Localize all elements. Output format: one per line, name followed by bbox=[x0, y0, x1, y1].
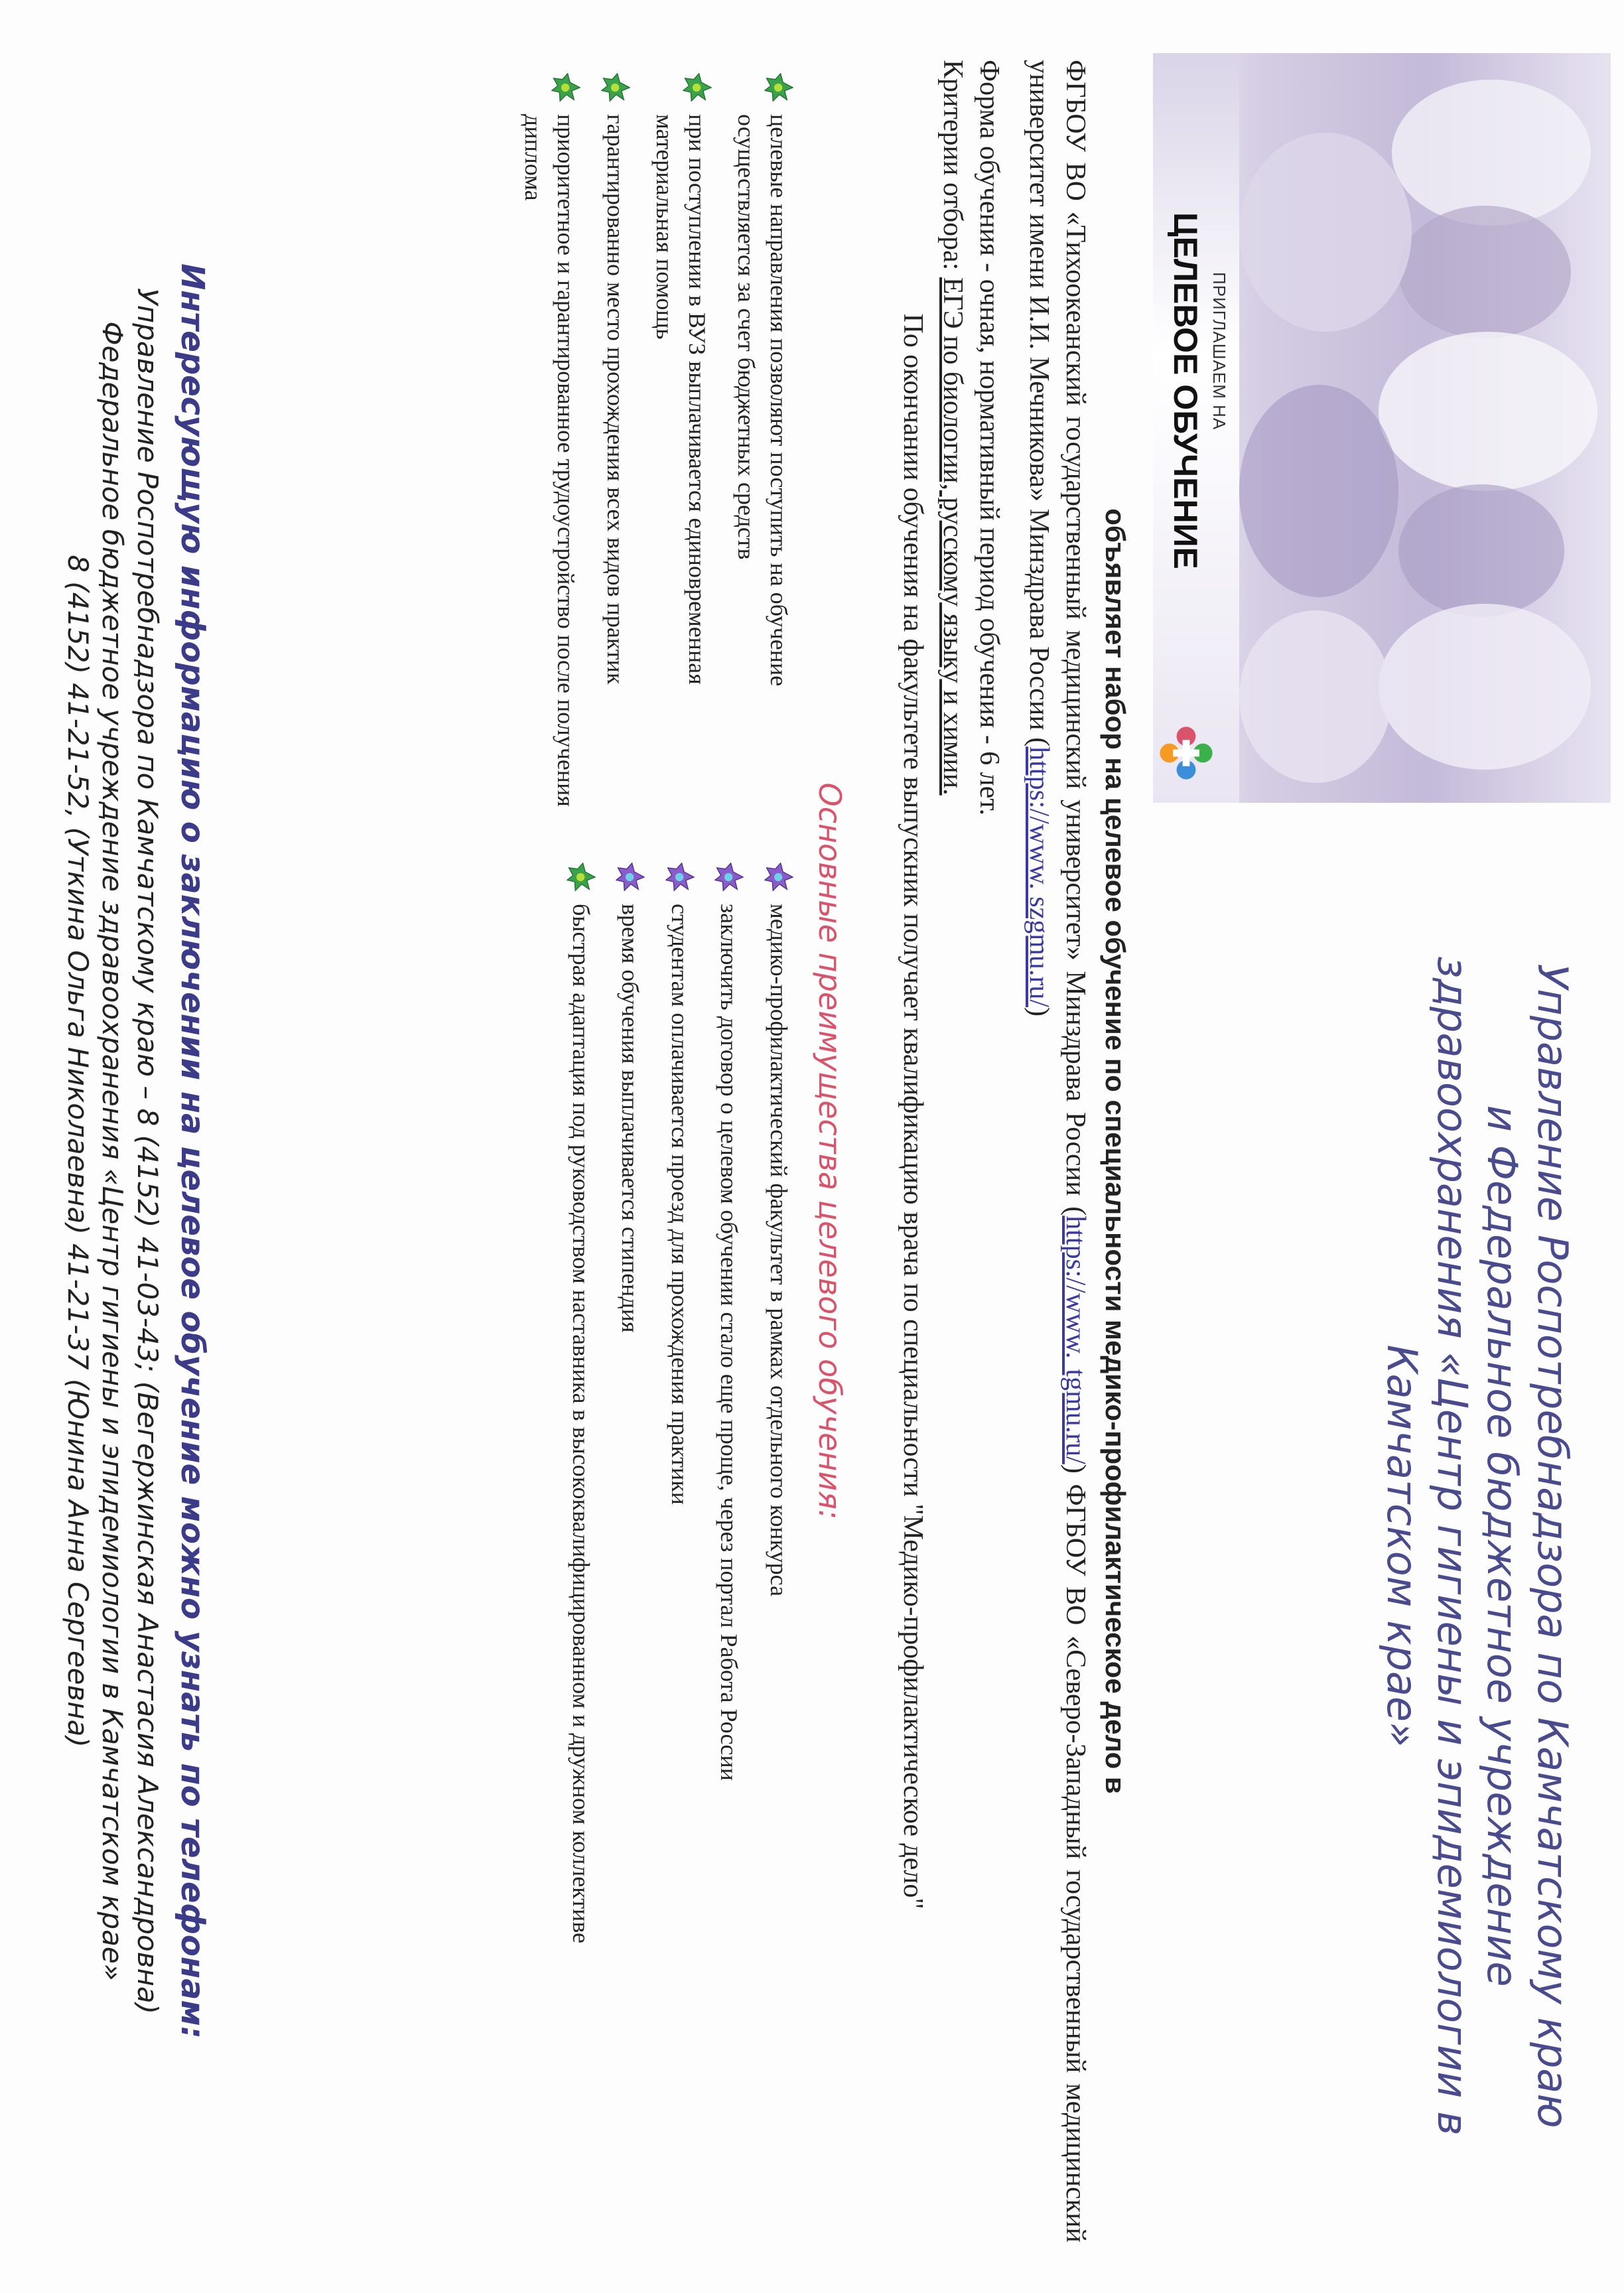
szgmu-link[interactable]: https://www. szgmu.ru/ bbox=[1024, 746, 1055, 1008]
szgmu-text: ФГБОУ ВО «Северо-Западный государственный медицинский университет имени И.И. Мечникова» Минздрава России ( bbox=[1024, 60, 1091, 2243]
green-star-icon bbox=[551, 73, 580, 102]
purple-star-icon bbox=[764, 863, 793, 892]
green-star-icon bbox=[567, 863, 596, 892]
advantage-item bbox=[517, 73, 582, 816]
advantage-text: заключить договор о целевом обучении стало еще проще, через портал Работа России bbox=[716, 904, 743, 1781]
advantage-text: время обучения выплачивается стипендия bbox=[617, 904, 644, 1333]
org-line: здравоохранения «Центр гигиены и эпидемиологии в bbox=[1428, 956, 1477, 2136]
announcement: объявляет набор на целевое обучение по специальности медико-профилактическое дело в bbox=[1100, 508, 1131, 1794]
contact-line: 8 (4152) 41-21-52, (Уткина Ольга Николаевна) 41-21-37 (Юнина Анна Сергеевна) bbox=[62, 555, 94, 1748]
advantages-title: Основные преимущества целевого обучения: bbox=[812, 782, 848, 1520]
advantage-item bbox=[762, 863, 795, 2223]
banner-subtitle: ПРИГЛАШАЕМ НА bbox=[1209, 272, 1229, 431]
szgmu-close: ) bbox=[1024, 1007, 1055, 1017]
advantage-item bbox=[649, 73, 713, 816]
purple-star-icon bbox=[714, 863, 744, 892]
contacts-block bbox=[60, 60, 165, 2243]
advantage-item bbox=[730, 73, 795, 816]
tgmu-text: ФГБОУ ВО «Тихоокеанский государственный медицинский университет» Минздрава России ( bbox=[1060, 60, 1091, 1216]
criteria-label: Критерии отбора: bbox=[937, 60, 968, 277]
green-star-icon bbox=[601, 73, 630, 102]
organization-heading bbox=[1377, 856, 1578, 2236]
advantage-text: студентам оплачивается проезд для прохождения практики bbox=[666, 904, 693, 1505]
medical-cross-logo-icon bbox=[1156, 723, 1216, 783]
green-star-icon bbox=[683, 73, 712, 102]
advantage-text: при поступлении в ВУЗ выплачивается единовременная материальная помощь bbox=[651, 114, 710, 685]
tgmu-link[interactable]: https://www. tgmu.ru/ bbox=[1060, 1216, 1091, 1464]
banner-photo bbox=[1153, 53, 1611, 803]
org-line: Управление Роспотребнадзора по Камчатскому краю bbox=[1528, 963, 1577, 2128]
contact-line: Федеральное бюджетное учреждение здравоохранения «Центр гигиены и эпидемиологии в Камчатском крае» bbox=[96, 321, 129, 1981]
green-star-icon bbox=[764, 73, 793, 102]
selection-criteria bbox=[934, 60, 971, 2243]
contact-line: Управление Роспотребнадзора по Камчатскому краю – 8 (4152) 41-03-43; (Вегержинская Анастасия Александровна) bbox=[131, 288, 164, 2014]
advantage-text: приоритетное и гарантированное трудоустройство после получения диплома bbox=[520, 114, 580, 807]
tgmu-close: ) bbox=[1060, 1464, 1091, 1474]
purple-star-icon bbox=[665, 863, 695, 892]
advantage-item bbox=[565, 863, 597, 2223]
advantage-text: гарантированно место прохождения всех видов практик bbox=[602, 114, 629, 685]
advantage-item bbox=[713, 863, 746, 2223]
advantage-item bbox=[599, 73, 632, 816]
banner-title: ЦЕЛЕВОЕ ОБУЧЕНИЕ bbox=[1167, 212, 1204, 569]
advantage-text: быстрая адаптация под руководством наставника в высококвалифицированном и дружном коллективе bbox=[567, 904, 594, 1944]
graduate-qualification: По окончании обучения на факультете выпускник получает квалификацию врача по специальности "Медико-профилактическое дело" bbox=[898, 313, 928, 1910]
criteria-value: ЕГЭ по биологии, русскому языку и химии. bbox=[937, 277, 968, 796]
universities-block bbox=[1021, 60, 1093, 2243]
advantage-item bbox=[663, 863, 696, 2223]
advantage-item bbox=[614, 863, 647, 2223]
advantage-text: медико-профилактический факультет в рамках отдельного конкурса bbox=[766, 904, 792, 1597]
advantages-left-column bbox=[500, 73, 795, 816]
contacts-title: Интересующую информацию о заключении на целевое обучение можно узнать по телефонам: bbox=[174, 263, 211, 2039]
advantage-text: целевые направления позволяют поступить на обучение осуществляется за счет бюджетных средств bbox=[733, 114, 792, 687]
org-line: Камчатском крае» bbox=[1378, 1344, 1427, 1748]
purple-star-icon bbox=[616, 863, 645, 892]
org-line: и Федеральное бюджетное учреждение bbox=[1478, 1105, 1527, 1987]
advantages-right-column bbox=[547, 863, 795, 2223]
study-form: Форма обучения - очная, нормативный период обучения - 6 лет. bbox=[974, 60, 1004, 816]
